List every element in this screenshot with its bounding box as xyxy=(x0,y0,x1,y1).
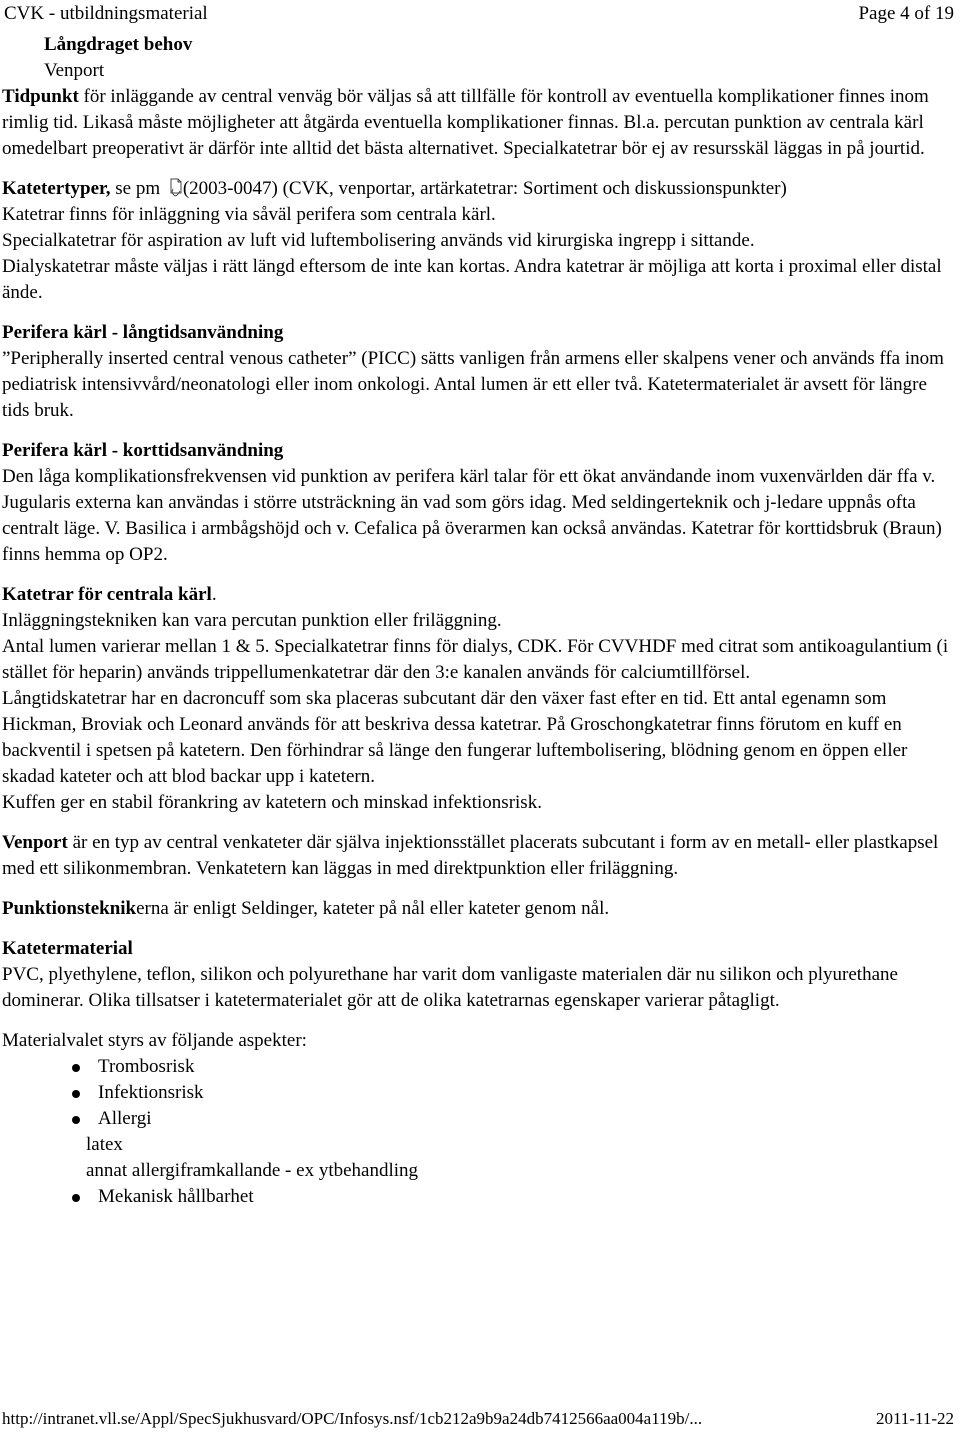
centrala-line-2: Antal lumen varierar mellan 1 & 5. Specialkatetrar finns för dialys, CDK. För CVVHDF med citrat som antikoagulantium (i stället för heparin) används trippellumenkatetrar där den 3:e kanalen används för calciumtillförsel. xyxy=(2,636,949,683)
lead-tidpunkt: Tidpunkt xyxy=(2,86,79,107)
list-item-text: Infektionsrisk xyxy=(98,1082,204,1103)
venport-text: är en typ av central venkateter där själva injektionsstället placerats subcutant i form av en metall- eller plastkapsel med ett silikonmembran. Venkatetern kan läggas in med direktpunktion eller friläggning. xyxy=(2,832,939,879)
pm-reference-link[interactable]: (2003-0047) (CVK, venportar, artärkatetrar: Sortiment och diskussionspunkter) xyxy=(182,178,787,199)
katetertyper-line-4: Dialyskatetrar måste väljas i rätt längd eftersom de inte kan kortas. Andra katetrar är möjliga att korta i proximal eller distal ände. xyxy=(2,256,942,303)
paragraph-katetertyper xyxy=(0,176,956,202)
list-item-text: Mekanisk hållbarhet xyxy=(98,1186,254,1207)
paragraph-venport xyxy=(0,830,956,882)
bullet-icon xyxy=(72,1090,80,1098)
list-item-text: Allergi xyxy=(98,1108,152,1129)
list-item xyxy=(0,1184,956,1210)
list-item xyxy=(0,1054,956,1080)
page-footer xyxy=(0,1407,960,1431)
paragraph-picc: ”Peripherally inserted central venous catheter” (PICC) sätts vanligen från armens eller skalpens vener och används ffa inom pediatrisk intensivvård/neonatologi eller inom onkologi. Antal lumen är ett eller två. Katetermaterialet är avsett för längre tids bruk. xyxy=(2,348,944,421)
paragraph-katetermaterial: PVC, plyethylene, teflon, silikon och polyurethane har varit dom vanligaste materialen där nu silikon och plyurethane dominerar. Olika tillsatser i katetermaterialet gör att de olika katetrarnas egenskaper varierar påtagligt. xyxy=(2,964,898,1011)
centrala-heading-text: Katetrar för centrala kärl xyxy=(2,584,212,605)
paragraph-tidpunkt xyxy=(0,84,956,162)
katetertyper-line-2: Katetrar finns för inläggning via såväl perifera som centrala kärl. xyxy=(2,204,496,225)
lead-punktionsteknik: Punktionsteknik xyxy=(2,898,137,919)
section-heading-perifera-kort: Perifera kärl - korttidsanvändning xyxy=(2,440,284,461)
bullet-icon xyxy=(72,1116,80,1124)
document-body xyxy=(0,32,956,1210)
sub-item-latex: latex xyxy=(86,1134,123,1155)
sub-item-annat: annat allergiframkallande - ex ytbehandling xyxy=(86,1160,419,1181)
bullet-icon xyxy=(72,1194,80,1202)
tidpunkt-text: för inläggande av central venväg bör väljas så att tillfälle för kontroll av eventuella komplikationer finnes inom rimlig tid. Likaså måste möjligheter att åtgärda eventuella komplikationer finnas. Bl.a. percutan punktion av centrala kärl omedelbart preoperativt är därför inte alltid det bästa alternativet. Specialkatetrar bör ej av resursskäl läggas in på jourtid. xyxy=(2,86,929,159)
katetertyper-line-3: Specialkatetrar för aspiration av luft vid luftembolisering används vid kirurgiska ingrepp i sittande. xyxy=(2,230,755,251)
punktionsteknik-text: erna är enligt Seldinger, kateter på nål eller kateter genom nål. xyxy=(136,898,610,919)
section-heading-perifera-lang: Perifera kärl - långtidsanvändning xyxy=(2,322,284,343)
list-item xyxy=(0,1080,956,1106)
subheading-venport: Venport xyxy=(44,60,105,81)
document-title: CVK - utbildningsmaterial xyxy=(4,3,208,24)
section-heading-katetermaterial: Katetermaterial xyxy=(2,938,133,959)
footer-date: 2011-11-22 xyxy=(875,1409,954,1428)
list-item xyxy=(0,1106,956,1132)
lead-katetertyper: Katetertyper, xyxy=(2,178,111,199)
centrala-line-4: Kuffen ger en stabil förankring av katetern och minskad infektionsrisk. xyxy=(2,792,542,813)
document-link-icon[interactable] xyxy=(169,178,183,198)
section-heading-centrala xyxy=(0,582,956,608)
paragraph-korttid: Den låga komplikationsfrekvensen vid punktion av perifera kärl talar för ett ökat användande inom vuxenvärlden där ffa v. Jugularis externa kan användas i större utsträckning än vad som görs idag. Med seldingerteknik och j-ledare uppnås ofta centralt läge. V. Basilica i armbågshöjd och v. Cefalica på överarmen kan också användas. Katetrar för korttidsbruk (Braun) finns hemma op OP2. xyxy=(2,466,942,565)
centrala-line-3: Långtidskatetrar har en dacroncuff som ska placeras subcutant där den växer fast efter en tid. Ett antal egenamn som Hickman, Broviak och Leonard används för att beskriva dessa katetrar. På Groschongkatetrar finns förutom en kuff en backventil i spetsen på katetern. Den förhindrar så länge den fungerar luftembolisering, blödning genom en öppen eller skadad kateter och att blod backar upp i katetern. xyxy=(2,688,908,787)
materialval-list-end xyxy=(0,1184,956,1210)
page-header xyxy=(0,0,960,26)
bullet-icon xyxy=(72,1064,80,1072)
page-number: Page 4 of 19 xyxy=(858,3,954,24)
lead-venport: Venport xyxy=(2,832,68,853)
materialval-list xyxy=(0,1054,956,1132)
section-heading-langdraget: Långdraget behov xyxy=(44,34,193,55)
footer-url[interactable]: http://intranet.vll.se/Appl/SpecSjukhusvard/OPC/Infosys.nsf/1cb212a9b9a24db7412566aa004a119b/... xyxy=(2,1409,703,1428)
centrala-line-1: Inläggningstekniken kan vara percutan punktion eller friläggning. xyxy=(2,610,502,631)
paragraph-punktionsteknik xyxy=(0,896,956,922)
materialval-intro: Materialvalet styrs av följande aspekter: xyxy=(2,1030,307,1051)
list-item-text: Trombosrisk xyxy=(98,1056,195,1077)
centrala-heading-period: . xyxy=(211,584,217,605)
se-pm-text: se pm xyxy=(110,178,165,199)
